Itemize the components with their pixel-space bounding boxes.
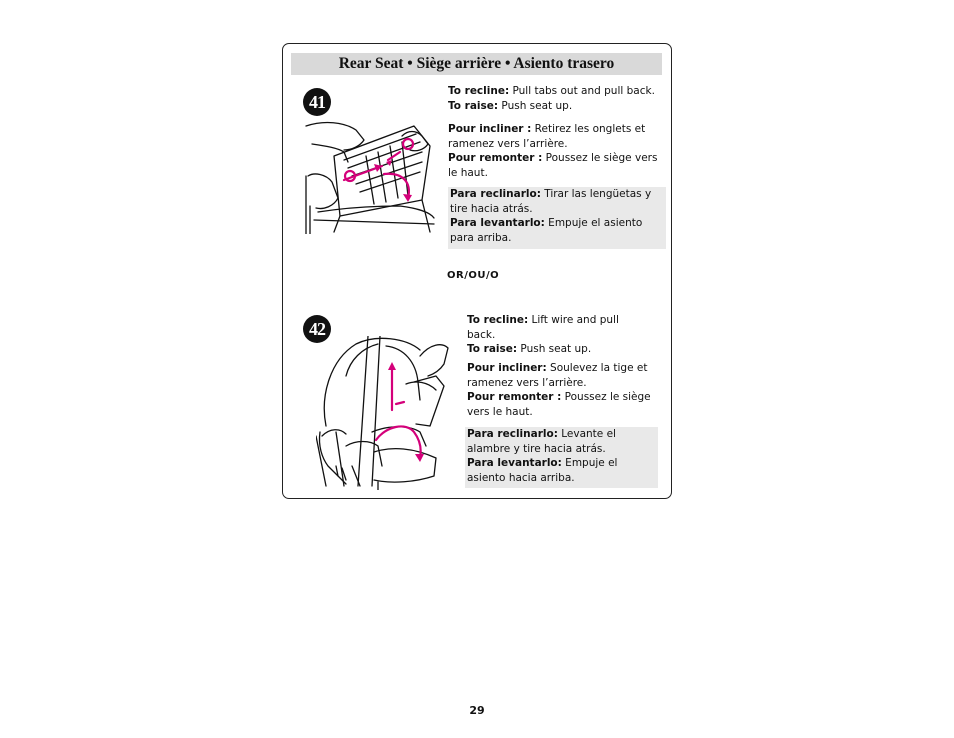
step-42-badge: 42: [303, 315, 331, 343]
step-42-fr-raise-text: Poussez le siège vers le haut.: [467, 391, 651, 418]
step-41-en-recline-label: To recline:: [448, 85, 510, 97]
step-41-en-recline-text: Pull tabs out and pull back.: [509, 85, 655, 97]
step-42-fr-text: [467, 361, 659, 419]
step-41-fr-recline-label: Pour incliner :: [448, 123, 532, 135]
step-42-en-raise-label: To raise:: [467, 343, 518, 355]
step-42-es-raise-text: Empuje el asiento hacia arriba.: [467, 457, 618, 484]
section-title: Rear Seat • Siège arrière • Asiento trasero: [291, 53, 662, 75]
step-42-fr-raise-label: Pour remonter :: [467, 391, 562, 403]
step-42-es-recline-label: Para reclinarlo:: [467, 428, 558, 440]
step-41-fr-text: [448, 122, 664, 180]
or-separator: OR/OU/O: [447, 270, 500, 281]
step-41-en-text: [448, 84, 666, 113]
step-41-es-recline-label: Para reclinarlo:: [450, 188, 541, 200]
step-41-illustration: [304, 116, 436, 234]
step-41-fr-raise-text: Poussez le siège vers le haut.: [448, 152, 658, 179]
step-41-badge: 41: [303, 88, 331, 116]
step-41-es-raise-text: Empuje el asiento para arriba.: [450, 217, 643, 244]
step-42-es-raise-label: Para levantarlo:: [467, 457, 562, 469]
step-41-fr-recline-text: Retirez les onglets et ramenez vers l’arrière.: [448, 123, 646, 150]
step-42-es-recline-text: Levante el alambre y tire hacia atrás.: [467, 428, 616, 455]
step-42-fr-recline-text: Soulevez la tige et ramenez vers l’arrière.: [467, 362, 648, 389]
step-42-illustration: [316, 336, 456, 490]
step-42-fr-recline-label: Pour incliner:: [467, 362, 547, 374]
step-41-fr-raise-label: Pour remonter :: [448, 152, 543, 164]
step-41-es-recline-text: Tirar las lengüetas y tire hacia atrás.: [450, 188, 652, 215]
step-42-en-recline-text: Lift wire and pull back.: [467, 314, 619, 341]
step-42-en-recline-label: To recline:: [467, 314, 529, 326]
step-42-es-text: [465, 427, 658, 488]
step-41-en-raise-label: To raise:: [448, 99, 499, 112]
step-41-es-text: [448, 187, 666, 249]
step-42-en-raise-text: Push seat up.: [517, 343, 592, 355]
step-41-en-raise-text: Push seat up.: [498, 99, 573, 112]
step-42-en-text: [467, 313, 647, 357]
page-number: 29: [469, 704, 485, 717]
step-41-es-raise-label: Para levantarlo:: [450, 217, 545, 229]
